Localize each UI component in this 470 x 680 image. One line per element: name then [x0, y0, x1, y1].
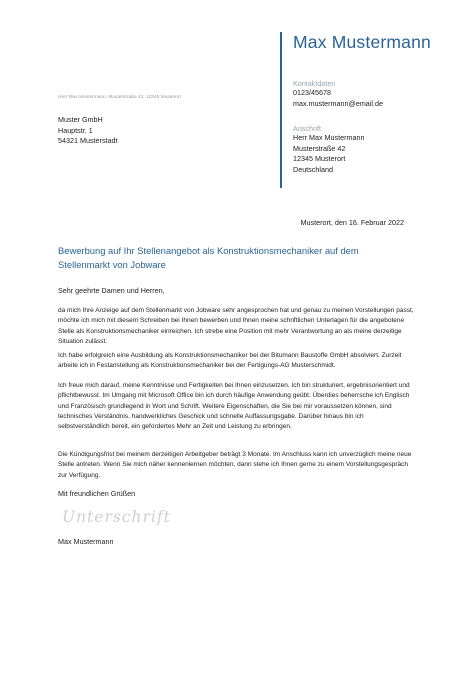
- body-paragraph: da mich Ihre Anzeige auf dem Stellenmarkt von Jobware sehr angesprochen hat und genau zu meinen Vorstellungen passt, möchte ich mich mit diesem Schreiben bei Ihnen bewerben und Ihnen meine schriftlichen Unterlagen für die angebotene Stelle als Konstruktionsmechaniker einreichen. Ich strebe eine Position mit mehr Verantwortung an als meine derzeitige Situation zulässt.: [58, 307, 414, 345]
- address-line: Herr Max Mustermann: [293, 133, 365, 142]
- salutation: Sehr geehrte Damen und Herren,: [58, 286, 165, 295]
- return-address: Herr Max Mustermann, Musterstraße 42, 12345 Musterort: [58, 95, 181, 100]
- recipient-line: Muster GmbH: [58, 115, 103, 124]
- accent-divider: [280, 32, 282, 188]
- signature-placeholder: Unterschrift: [62, 508, 171, 526]
- signer-name: Max Mustermann: [58, 537, 114, 546]
- body-paragraph: Ich habe erfolgreich eine Ausbildung als Konstruktionsmechaniker bei der Bitumann Baustoffe GmbH absolviert. Zurzeit arbeite ich in Festanstellung als Konstruktionsmechaniker bei der Fertigungs-AG Musterschmidt.: [58, 352, 402, 370]
- address-line: Musterstraße 42: [293, 143, 346, 153]
- subject-line: Bewerbung auf Ihr Stellenangebot als Konstruktionsmechaniker auf dem Stellenmarkt von Jobware: [58, 245, 359, 270]
- recipient-line: Hauptstr. 1: [58, 125, 93, 135]
- contact-label: Kontaktdaten: [293, 79, 336, 88]
- body-paragraph: Ich freue mich darauf, meine Kenntnisse und Fertigkeiten bei Ihnen einzusetzen. Ich bin strukturiert, ergebnisorientiert und pflichtbewusst. Im Umgang mit Microsoft Office bin ich durch häufige Anwendung geübt. Überdies beherrsche ich Englisch und Französisch grundlegend in Wort und Schrift. Weitere Eigenschaften, die Sie bei mir voraussetzen können, sind technisches Verständnis, handwerkliches Geschick und schnelle Auffassungsgabe. Darüber hinaus bin ich selbstverständlich bereit, ein gefordertes Mehr an Zeit und Leistung zu erbringen.: [58, 382, 410, 431]
- contact-email: max.mustermann@email.de: [293, 98, 383, 108]
- address-label: Anschrift: [293, 124, 321, 133]
- contact-phone: 0123/45678: [293, 88, 331, 97]
- letter-date: Musterort, den 16. Februar 2022: [300, 218, 404, 227]
- recipient-line: 54321 Musterstadt: [58, 136, 118, 146]
- closing-phrase: Mit freundlichen Grüßen: [58, 489, 136, 498]
- recipient-address: [58, 115, 118, 147]
- address-line: 12345 Musterort: [293, 154, 346, 164]
- address-line: Deutschland: [293, 164, 333, 174]
- body-paragraph: Die Kündigungsfrist bei meinem derzeitigen Arbeitgeber beträgt 3 Monate. Im Anschluss kann ich unverzüglich meine neue Stelle antreten. Wenn Sie mich näher kennenlernen möchten, dann stehe ich Ihnen gerne zu einem Vorstellungsgespräch zur Verfügung.: [58, 451, 412, 479]
- sender-name: Max Mustermann: [293, 32, 431, 52]
